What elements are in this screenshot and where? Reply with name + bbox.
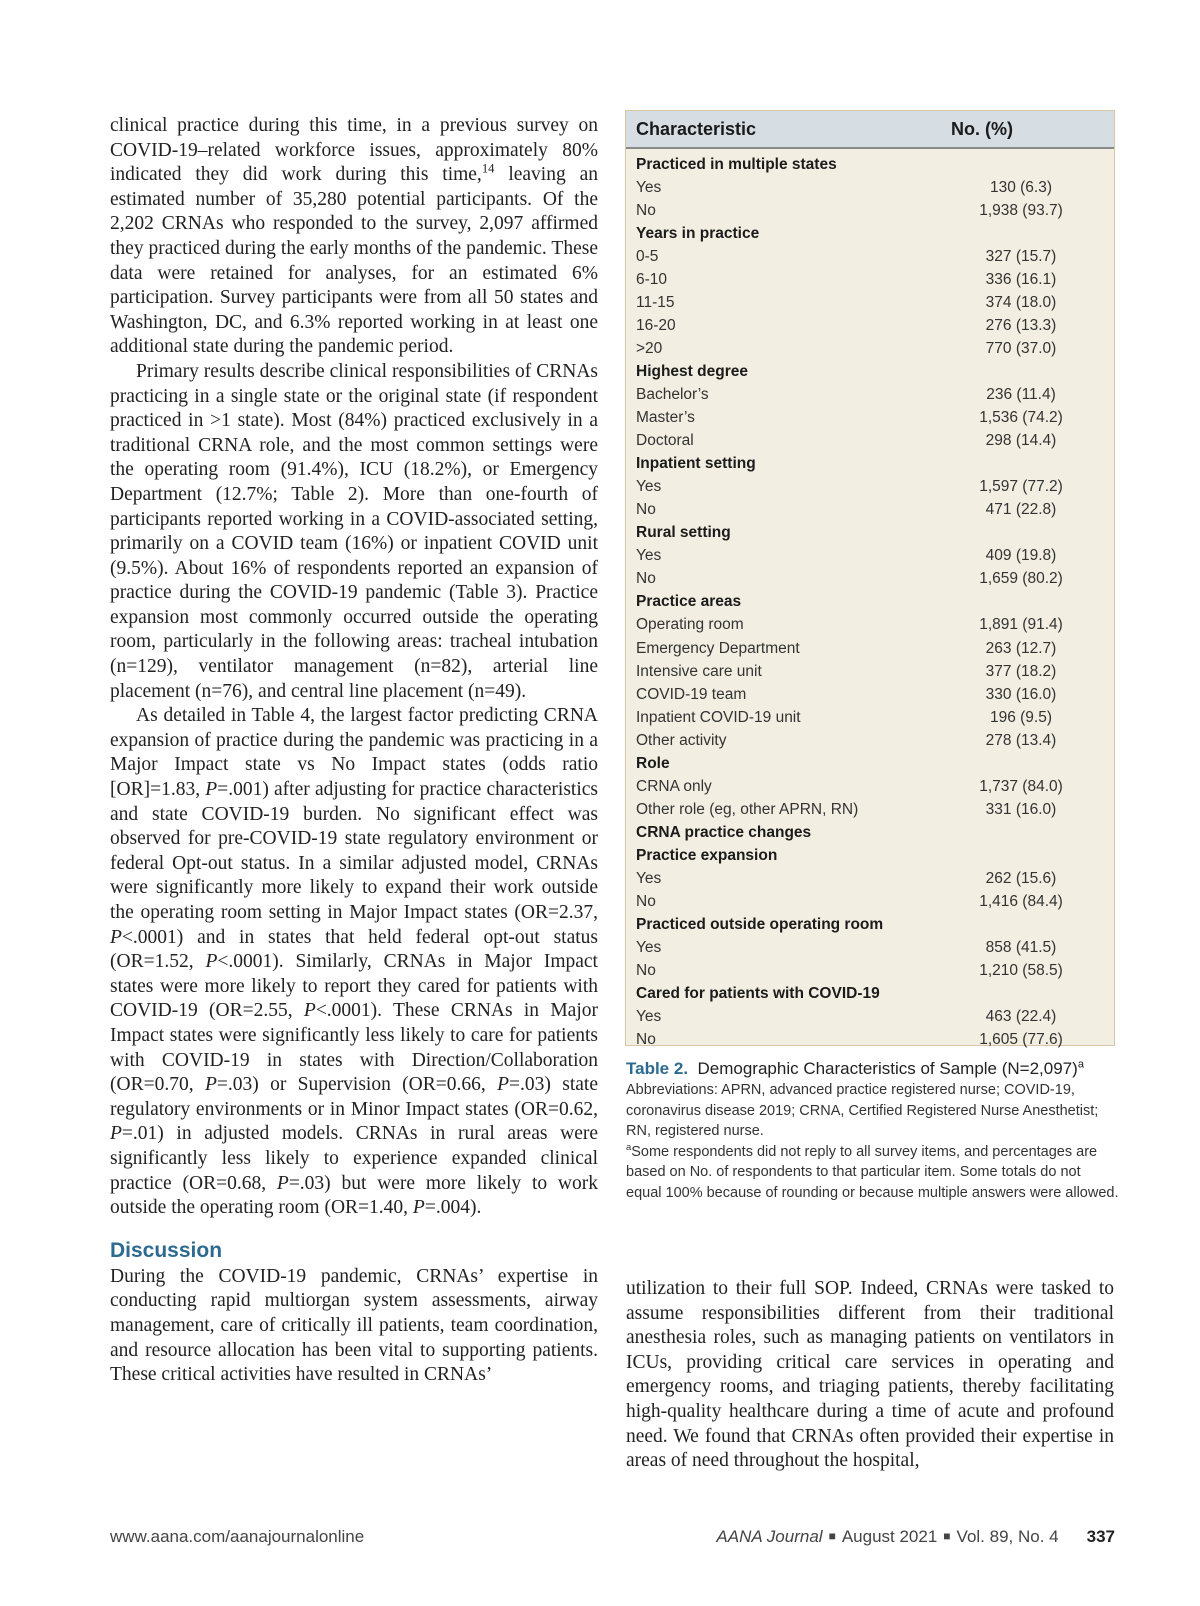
bullet-separator: ■ bbox=[828, 1529, 836, 1543]
table-row bbox=[626, 1006, 1114, 1029]
table-cell-value: 276 (13.3) bbox=[985, 316, 1057, 334]
table-cell-value: 1,416 (84.4) bbox=[979, 893, 1063, 911]
table-cell-value: 236 (11.4) bbox=[986, 385, 1056, 403]
table-cell-label: CRNA only bbox=[636, 777, 712, 795]
table-cell-label: Bachelor’s bbox=[636, 385, 709, 403]
table-row bbox=[626, 291, 1114, 314]
table-row bbox=[626, 637, 1114, 660]
table-cell-label: >20 bbox=[636, 339, 663, 357]
table-row bbox=[626, 407, 1114, 430]
table-cell-value: 263 (12.7) bbox=[985, 639, 1057, 657]
table-row bbox=[626, 337, 1114, 360]
paragraph-discussion-2: utilization to their full SOP. Indeed, CRNAs were tasked to assume responsibilities different from their traditional anesthesia roles, such as managing patients on ventilators in ICUs, providing critical care services in operating and emergency rooms, and triaging patients, thereby facilitating high-quality healthcare during a time of acute and profound need. We found that CRNAs often provided their expertise in areas of need throughout the hospital, bbox=[626, 1278, 1114, 1472]
table-section-row bbox=[626, 153, 1114, 176]
table-cell-value: 331 (16.0) bbox=[985, 800, 1057, 818]
table-cell-value: 130 (6.3) bbox=[989, 178, 1053, 196]
table-cell-label: Inpatient setting bbox=[636, 455, 756, 473]
table-cell-value: 1,938 (93.7) bbox=[979, 201, 1063, 219]
table-cell-label: Inpatient COVID-19 unit bbox=[636, 708, 801, 726]
paragraph-results-1: clinical practice during this time, in a previous survey on COVID-19–related workforce issues, approximately 80% indicated they did work during this time,$^{14}$ leaving an estimated number of 35,280 potential participants. Of the 2,202 CRNAs who responded to the survey, 2,097 affirmed they practiced during the early months of the pandemic. These data were retained for analyses, for an estimated 6% participation. Survey participants were from all 50 states and Washington, DC, and 6.3% reported working in at least one additional state during the pandemic period. bbox=[110, 115, 598, 358]
table-cell-value: 858 (41.5) bbox=[985, 939, 1057, 957]
table-cell-value: 262 (15.6) bbox=[985, 869, 1057, 887]
discussion-heading: Discussion bbox=[110, 1238, 223, 1262]
table-section-row bbox=[626, 360, 1114, 383]
table-row bbox=[626, 499, 1114, 522]
table-cell-label: Rural setting bbox=[636, 524, 731, 542]
volume-issue: Vol. 89, No. 4 bbox=[956, 1527, 1059, 1546]
table-cell-label: No bbox=[636, 201, 656, 219]
table-section-row bbox=[626, 752, 1114, 775]
table-cell-label: CRNA practice changes bbox=[636, 823, 812, 841]
table-cell-label: No bbox=[636, 893, 656, 911]
table-row bbox=[626, 383, 1114, 406]
table-2 bbox=[625, 110, 1115, 1049]
table-row bbox=[626, 176, 1114, 199]
table-row bbox=[626, 891, 1114, 914]
table-cell-label: Practice expansion bbox=[636, 846, 778, 864]
table-cell-label: Other activity bbox=[636, 731, 727, 749]
table-cell-label: Yes bbox=[636, 178, 662, 196]
table-cell-value: 770 (37.0) bbox=[985, 339, 1057, 357]
table-section-row bbox=[626, 844, 1114, 867]
table-row bbox=[626, 775, 1114, 798]
paragraph-discussion-1: During the COVID-19 pandemic, CRNAs’ expertise in conducting rapid multiorgan system assessments, airway management, care of critically ill patients, team coordination, and resource allocation has been vital to supporting patients. These critical activities have resulted in CRNAs’ bbox=[110, 1265, 598, 1386]
table-cell-label: 16-20 bbox=[636, 316, 676, 334]
issue-date: August 2021 bbox=[841, 1527, 938, 1546]
table-number: Table 2. bbox=[626, 1059, 689, 1078]
table-cell-value: 1,597 (77.2) bbox=[979, 478, 1063, 496]
table-body bbox=[626, 149, 1114, 1052]
table-section-row bbox=[626, 453, 1114, 476]
table-cell-label: Other role (eg, other APRN, RN) bbox=[636, 800, 859, 818]
footer-citation bbox=[716, 1527, 1115, 1547]
table-cell-label: Emergency Department bbox=[636, 639, 800, 657]
table-cell-label: Yes bbox=[636, 869, 662, 887]
table-row bbox=[626, 614, 1114, 637]
footer-url: www.aana.com/aanajournalonline bbox=[110, 1527, 365, 1546]
caption-title: Table 2. Demographic Characteristics of Sample (N=2,097)$^a$ bbox=[626, 1058, 1084, 1078]
table-cell-label: Years in practice bbox=[636, 224, 760, 242]
page-number: 337 bbox=[1086, 1527, 1115, 1546]
table-row bbox=[626, 937, 1114, 960]
table-cell-value: 1,737 (84.0) bbox=[979, 777, 1063, 795]
table-cell-label: COVID-19 team bbox=[636, 685, 747, 703]
table-cell-label: Yes bbox=[636, 939, 662, 957]
table-row bbox=[626, 545, 1114, 568]
table-cell-value: 336 (16.1) bbox=[985, 270, 1057, 288]
bullet-separator: ■ bbox=[943, 1529, 951, 1543]
table-cell-label: Yes bbox=[636, 1008, 662, 1026]
table-cell-value: 298 (14.4) bbox=[985, 432, 1057, 450]
table-cell-label: Doctoral bbox=[636, 432, 694, 450]
table-row bbox=[626, 729, 1114, 752]
right-column bbox=[626, 1277, 1114, 1474]
table-cell-value: 409 (19.8) bbox=[985, 547, 1057, 565]
table-cell-value: 374 (18.0) bbox=[985, 293, 1057, 311]
table-cell-label: Practice areas bbox=[636, 593, 742, 611]
table-cell-label: No bbox=[636, 962, 656, 980]
table-row bbox=[626, 476, 1114, 499]
table-section-row bbox=[626, 983, 1114, 1006]
table-cell-label: 11-15 bbox=[636, 293, 675, 311]
table-section-row bbox=[626, 522, 1114, 545]
table-section-row bbox=[626, 821, 1114, 844]
caption-abbreviations: Abbreviations: APRN, advanced practice registered nurse; COVID-19, coronavirus disease 2019; CRNA, Certified Registered Nurse Anesthetist; RN, registered nurse. bbox=[626, 1082, 1099, 1139]
table-cell-label: No bbox=[636, 1031, 656, 1049]
table-cell-label: Highest degree bbox=[636, 362, 748, 380]
table-cell-label: Cared for patients with COVID-19 bbox=[636, 985, 880, 1003]
table-header bbox=[626, 111, 1114, 149]
table-cell-value: 327 (15.7) bbox=[985, 247, 1057, 265]
table-cell-value: 1,891 (91.4) bbox=[979, 616, 1063, 634]
page-footer bbox=[110, 1527, 1115, 1551]
table-cell-value: 196 (9.5) bbox=[989, 708, 1053, 726]
table-cell-label: Master’s bbox=[636, 409, 695, 427]
table-row bbox=[626, 798, 1114, 821]
table-row bbox=[626, 568, 1114, 591]
left-column bbox=[110, 114, 598, 1388]
table-caption bbox=[626, 1057, 1120, 1203]
table-cell-label: Practiced outside operating room bbox=[636, 916, 884, 934]
table-cell-value: 1,659 (80.2) bbox=[979, 570, 1063, 588]
paragraph-results-3: As detailed in Table 4, the largest factor predicting CRNA expansion of practice during the pandemic was practicing in a Major Impact state vs No Impact states (odds ratio [OR]=1.83, P=.001) after adjusting for practice characteristics and state COVID-19 burden. No significant effect was observed for pre-COVID-19 state regulatory environment or federal Opt-out status. In a similar adjusted model, CRNAs were significantly more likely to expand their work outside the operating room setting in Major Impact states (OR=2.37, P<.0001) and in states that held federal opt-out status (OR=1.52, P<.0001). Similarly, CRNAs in Major Impact states were more likely to report they cared for patients with COVID-19 (OR=2.55, P<.0001). These CRNAs in Major Impact states were significantly less likely to care for patients with COVID-19 in states with Direction/Collaboration (OR=0.70, P=.03) or Supervision (OR=0.66, P=.03) state regulatory environments or in Minor Impact states (OR=0.62, P=.01) in adjusted models. CRNAs in rural areas were significantly less likely to experience expanded clinical practice (OR=0.68, P=.03) but were more likely to work outside the operating room (OR=1.40, P=.004). bbox=[110, 705, 599, 1219]
paragraph-results-2: Primary results describe clinical responsibilities of CRNAs practicing in a single state or the original state (if respondent practiced in >1 state). Most (84%) practiced exclusively in a traditional CRNA role, and the most common settings were the operating room (91.4%), ICU (18.2%), or Emergency Department (12.7%; Table 2). More than one-fourth of participants reported working in a COVID-associated setting, primarily on a COVID team (16%) or inpatient COVID unit (9.5%). About 16% of respondents reported an expansion of practice during the COVID-19 pandemic (Table 3). Practice expansion most commonly occurred outside the operating room, particularly in the following areas: tracheal intubation (n=129), ventilator management (n=82), arterial line placement (n=76), and central line placement (n=49). bbox=[110, 360, 598, 702]
table-cell-label: Yes bbox=[636, 478, 662, 496]
table-cell-label: No bbox=[636, 501, 656, 519]
table-header-value: No. (%) bbox=[951, 118, 1013, 139]
table-row bbox=[626, 268, 1114, 291]
table-row bbox=[626, 199, 1114, 222]
table-section-row bbox=[626, 914, 1114, 937]
table-cell-value: 1,605 (77.6) bbox=[979, 1031, 1063, 1049]
table-row bbox=[626, 683, 1114, 706]
table-cell-value: 1,536 (74.2) bbox=[979, 409, 1063, 427]
citation-14: 14 bbox=[481, 161, 495, 176]
table-row bbox=[626, 660, 1114, 683]
table-cell-label: Role bbox=[636, 754, 670, 772]
caption-footnote: $^a$Some respondents did not reply to all survey items, and percentages are based on No. of respondents to that particular item. Some totals do not equal 100% because of rounding or because multiple answers were allowed. bbox=[626, 1140, 1119, 1201]
table-cell-label: Practiced in multiple states bbox=[636, 155, 837, 173]
table-row bbox=[626, 1029, 1114, 1052]
table-cell-label: 6-10 bbox=[636, 270, 668, 288]
table-cell-value: 463 (22.4) bbox=[985, 1008, 1057, 1026]
table-row bbox=[626, 706, 1114, 729]
table-cell-label: Intensive care unit bbox=[636, 662, 762, 680]
table-section-row bbox=[626, 222, 1114, 245]
table-cell-label: No bbox=[636, 570, 656, 588]
table-cell-label: 0-5 bbox=[636, 247, 659, 265]
table-row bbox=[626, 430, 1114, 453]
table-header-characteristic: Characteristic bbox=[636, 118, 757, 139]
table-section-row bbox=[626, 591, 1114, 614]
table-cell-value: 278 (13.4) bbox=[985, 731, 1057, 749]
table-row bbox=[626, 867, 1114, 890]
table-cell-value: 377 (18.2) bbox=[985, 662, 1057, 680]
table-cell-value: 471 (22.8) bbox=[985, 501, 1057, 519]
table-cell-value: 330 (16.0) bbox=[985, 685, 1057, 703]
journal-name: AANA Journal bbox=[716, 1527, 823, 1546]
table-row bbox=[626, 314, 1114, 337]
table-cell-value: 1,210 (58.5) bbox=[979, 962, 1063, 980]
table-row bbox=[626, 960, 1114, 983]
table-cell-label: Operating room bbox=[636, 616, 744, 634]
table-row bbox=[626, 245, 1114, 268]
table-cell-label: Yes bbox=[636, 547, 662, 565]
